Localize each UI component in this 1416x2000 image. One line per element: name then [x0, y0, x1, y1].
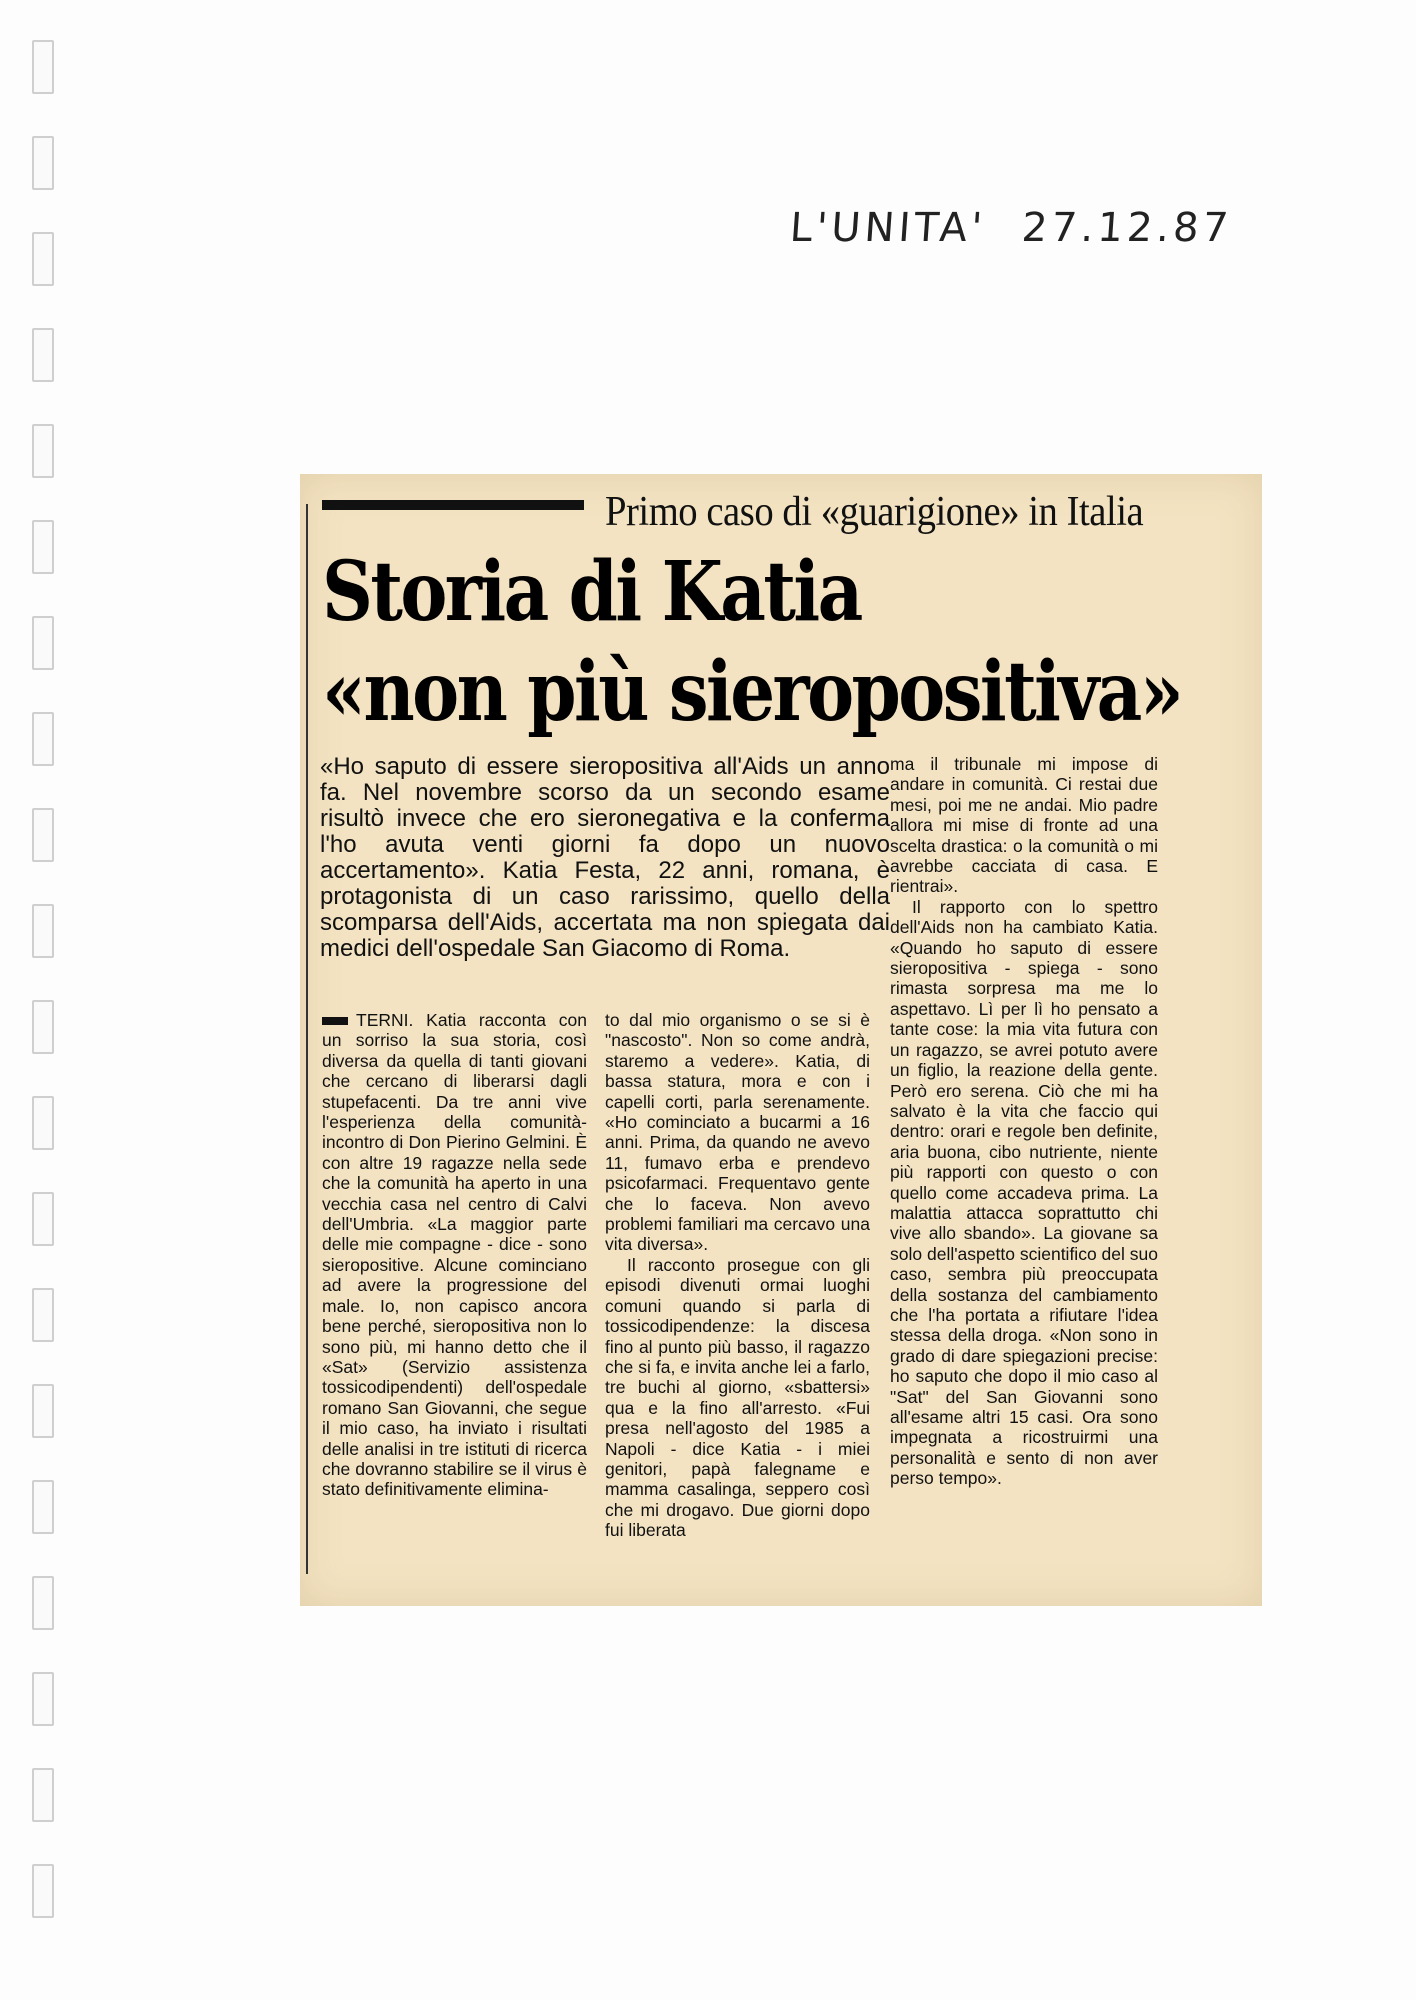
handwritten-date: 27.12.87	[1020, 205, 1234, 251]
article-column-2	[605, 1010, 870, 1541]
binder-hole	[32, 1000, 54, 1054]
binder-hole	[32, 1480, 54, 1534]
article-kicker: Primo caso di «guarigione» in Italia	[605, 489, 1144, 535]
dateline: TERNI.	[356, 1010, 414, 1030]
column-3-paragraph-1: ma il tribunale mi impose di andare in comunità. Ci restai due mesi, poi me ne andai. Mio padre allora mi mise di fronte ad una scelta drastica: o la comunità o mi avrebbe cacciata di casa. E rientrai».	[890, 754, 1158, 897]
binder-hole	[32, 136, 54, 190]
binder-hole	[32, 424, 54, 478]
column-2-paragraph-1: to dal mio organismo o se si è "nascosto". Non so come andrà, staremo a vedere». Katia, di bassa statura, mora e con i capelli corti, parla serenamente. «Ho cominciato a bucarmi a 16 anni. Prima, da quando ne avevo 11, fumavo erba e prendevo psicofarmaci. Frequentavo gente che lo faceva. Non avevo problemi familiari ma cercavo una vita diversa».	[605, 1010, 870, 1255]
column-1-paragraph	[322, 1010, 587, 1500]
binder-hole	[32, 712, 54, 766]
binder-hole	[32, 328, 54, 382]
binder-hole	[32, 1576, 54, 1630]
column-3-paragraph-2: Il rapporto con lo spettro dell'Aids non ha cambiato Katia. «Quando ho saputo di essere sieropositiva - spiega - sono rimasta sorpresa ma me lo aspettavo. Lì per lì ho pensato a tante cose: la mia vita futura con un ragazzo, se avrei potuto avere un figlio, la reazione della gente. Però ero serena. Ciò che mi ha salvato è la vita che faccio qui dentro: orari e regole ben definite, aria buona, cibo nutriente, niente più rapporti con questo o con quello come accadeva prima. La malattia attacca soprattutto chi vive allo sbando». La giovane sa solo dell'aspetto scientifico del suo caso, sembra più preoccupata della sostanza del cambiamento che l'ha portata a rifiutare l'idea stessa della droga. «Non sono in grado di dare spiegazioni precise: ho saputo che dopo il mio caso al "Sat" del San Giovanni sono all'esame altri 15 casi. Ora sono impegnata a ricostruirmi una personalità e sento di non aver perso tempo».	[890, 896, 1158, 1489]
headline-line-1: Storia di Katia	[322, 544, 861, 640]
handwritten-source: L'UNITA'	[788, 205, 988, 251]
binder-hole	[32, 1096, 54, 1150]
binder-hole	[32, 40, 54, 94]
binder-hole	[32, 1672, 54, 1726]
binder-hole	[32, 1384, 54, 1438]
headline-line-2: «non più sieropositiva»	[322, 644, 1182, 740]
binder-hole	[32, 1192, 54, 1246]
article-column-1	[322, 1010, 587, 1500]
binder-hole	[32, 904, 54, 958]
binder-hole	[32, 1288, 54, 1342]
column-2-paragraph-2: Il racconto prosegue con gli episodi divenuti ormai luoghi comuni quando si parla di tossicodipendenze: la discesa fino al punto più basso, il ragazzo che si fa, e invita anche lei a farlo, tre buchi al giorno, «sbattersi» qua e la fino all'arresto. «Fui presa nell'agosto del 1985 a Napoli - dice Katia - i miei genitori, papà falegname e mamma casalinga, seppero così che mi drogavo. Due giorni dopo fui liberata	[605, 1254, 870, 1541]
paragraph-text: Katia racconta con un sorriso la sua storia, così diversa da quella di tanti giovani che cercano di liberarsi dagli stupefacenti. Da tre anni vive l'esperienza della comunità-incontro di Don Pierino Gelmini. È con altre 19 ragazze nella sede che la comunità ha aperto in una vecchia casa nel centro di Calvi dell'Umbria. «La maggior parte delle mie compagne - dice - sono sieropositive. Alcune cominciano ad avere la progressione del male. Io, non capisco ancora bene perché, sieropositiva non lo sono più, mi hanno detto che il «Sat» (Servizio assistenza tossicodipendenti) dell'ospedale romano San Giovanni, che segue il mio caso, ha inviato i risultati delle analisi in tre istituti di ricerca che dovranno stabilire se il virus è stato definitivamente elimina-	[322, 1010, 587, 1500]
binder-hole	[32, 520, 54, 574]
article-lead: «Ho saputo di essere sieropositiva all'Aids un anno fa. Nel novembre scorso da un secondo esame risultò invece che ero sieronegativa e la conferma l'ho avuta venti giorni fa dopo un nuovo accertamento». Katia Festa, 22 anni, romana, è protagonista di un caso rarissimo, quello della scomparsa dell'Aids, accertata ma non spiegata dai medici dell'ospedale San Giacomo di Roma.	[320, 753, 890, 962]
binder-hole	[32, 1864, 54, 1918]
article-headline	[322, 542, 1181, 742]
binder-hole	[32, 808, 54, 862]
byline-marker	[322, 1017, 348, 1025]
binder-hole	[32, 232, 54, 286]
newspaper-clipping	[300, 474, 1262, 1606]
handwritten-annotation	[788, 205, 1269, 251]
article-column-3	[890, 754, 1158, 1489]
column-rule	[306, 504, 308, 1574]
kicker-rule	[322, 500, 584, 510]
binder-hole	[32, 616, 54, 670]
binder-hole	[32, 1768, 54, 1822]
